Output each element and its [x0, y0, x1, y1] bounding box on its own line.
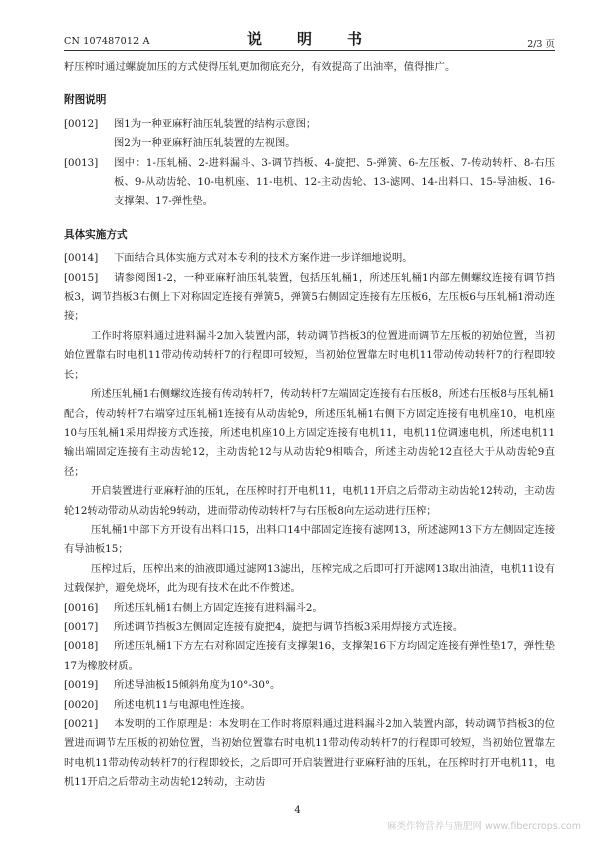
paragraph-0021: [64, 715, 555, 793]
paragraph-0015: [64, 269, 555, 327]
figures-heading: 附图说明: [64, 94, 107, 107]
paragraph-0017: [64, 618, 555, 637]
paragraph-text: 所述调节挡板3左侧固定连接有旋把4，旋把与调节挡板3采用焊接方式连接。: [114, 620, 464, 633]
paragraph-text: 图中：1-压轧桶、2-进料漏斗、3-调节挡板、4-旋把、5-弹簧、6-左压板、7-传动转杆、8-右压板、9-从动齿轮、10-电机座、11-电机、12-主动齿轮、13-滤网、14-出料口、15-导油板、16-支撑架、17-弹性垫。: [114, 156, 555, 208]
paragraph-text: 所述导油板15倾斜角度为10°-30°。: [114, 679, 281, 692]
paragraph-body-b: 所述压轧桶1右侧螺纹连接有传动转杆7，传动转杆7左端固定连接有右压板8，所述右压板8与压轧桶1配合，传动转杆7右端穿过压轧桶1连接有从动齿轮9，所述压轧桶1右侧下方固定连接有电机座10，电机座10与压轧桶1采用焊接方式连接，所述电机座10上方固定连接有电机11，电机11位调速电机，所述电机11输出端固定连接有主动齿轮12，主动齿轮12与从动齿轮9相啮合，所述主动齿轮12直径大于从动齿轮9直径；: [64, 388, 555, 478]
paragraph-number: [0019]: [64, 679, 99, 692]
paragraph-number: [0021]: [64, 718, 99, 730]
paragraph-body-a: 工作时将原料通过进料漏斗2加入装置内部，转动调节挡板3的位置进而调节左压板的初始位置，当初始位置靠右时电机11带动传动转杆7的行程即可较短，当初始位置靠左时电机11带动传动转杆7的行程即较长；: [64, 329, 555, 381]
paragraph-body-d: 压轧桶1中部下方开设有出料口15，出料口14中部固定连接有滤网13，所述滤网13下方左侧固定连接有导油板15；: [64, 523, 555, 556]
paragraph-number: [0014]: [64, 252, 99, 265]
page-indicator: 2/3 页: [527, 39, 555, 50]
doc-title: 说 明 书: [246, 30, 372, 48]
header-rule: [64, 50, 555, 51]
paragraph-number: [0015]: [64, 271, 99, 284]
paragraph-body-c: 开启装置进行亚麻籽油的压轧，在压榨时打开电机11，电机11开启之后带动主动齿轮12转动，主动齿轮12转动带动从动齿轮9转动，进而带动传动转杆7与右压板8向左运动进行压榨；: [64, 485, 555, 517]
page-number: 4: [294, 805, 301, 816]
document-body: [64, 58, 555, 793]
intro-continuation: 籽压榨时通过螺旋加压的方式使得压轧更加彻底充分，有效提高了出油率，值得推广。: [64, 61, 456, 73]
paragraph-0013: [64, 154, 555, 212]
paragraph-text: 下面结合具体实施方式对本专利的技术方案作进一步详细地说明。: [114, 252, 413, 265]
watermark-text: 麻类作物营养与施肥网 www.fibercrops.com: [386, 821, 581, 832]
paragraph-0020: [64, 696, 555, 715]
paragraph-number: [0016]: [64, 601, 99, 614]
embodiment-heading: 具体实施方式: [64, 228, 128, 241]
paragraph-number: [0020]: [64, 698, 99, 711]
paragraph-text: 请参阅图1-2，一种亚麻籽油压轧装置，包括压轧桶1，所述压轧桶1内部左侧螺纹连接有调节挡板3，调节挡板3右侧上下对称固定连接有弹簧5，弹簧5右侧固定连接有左压板6，左压板6与压轧桶1滑动连接；: [64, 271, 555, 323]
paragraph-number: [0018]: [64, 640, 99, 653]
paragraph-number: [0017]: [64, 620, 99, 633]
doc-number: CN 107487012 A: [64, 36, 150, 47]
paragraph-body-e: 压榨过后，压榨出来的油液即通过滤网13滤出，压榨完成之后即可打开滤网13取出油渣，电机11设有过载保护，避免烧坏，此为现有技术在此不作赘述。: [64, 562, 555, 595]
paragraph-text: 所述压轧桶1右侧上方固定连接有进料漏斗2。: [114, 601, 323, 614]
paragraph-0012: [64, 115, 555, 134]
paragraph-0019: [64, 676, 555, 695]
paragraph-text: 所述电机11与电源电性连接。: [114, 698, 251, 711]
paragraph-text: 所述压轧桶1下方左右对称固定连接有支撑架16，支撑架16下方均固定连接有弹性垫17，弹性垫17为橡胶材质。: [64, 640, 555, 672]
paragraph-number: [0013]: [64, 156, 99, 169]
paragraph-0018: [64, 637, 555, 676]
paragraph-0016: [64, 599, 555, 618]
paragraph-0014: [64, 249, 555, 268]
paragraph-text: 本发明的工作原理是：本发明在工作时将原料通过进料漏斗2加入装置内部，转动调节挡板3的位置进而调节左压板的初始位置，当初始位置靠右时电机11带动传动转杆7的行程即可较短，当初始位置靠左时电机11带动传动转杆7的行程即较长，之后即可开启装置进行亚麻籽油的压轧，在压榨时打开电机11，电机11开启之后带动主动齿轮12转动，主动齿: [64, 718, 555, 789]
paragraph-number: [0012]: [64, 117, 99, 130]
paragraph-0012-line2: 图2为一种亚麻籽油压轧装置的左视图。: [114, 137, 296, 150]
paragraph-text: 图1为一种亚麻籽油压轧装置的结构示意图；: [114, 117, 317, 130]
page-header: [64, 28, 555, 48]
